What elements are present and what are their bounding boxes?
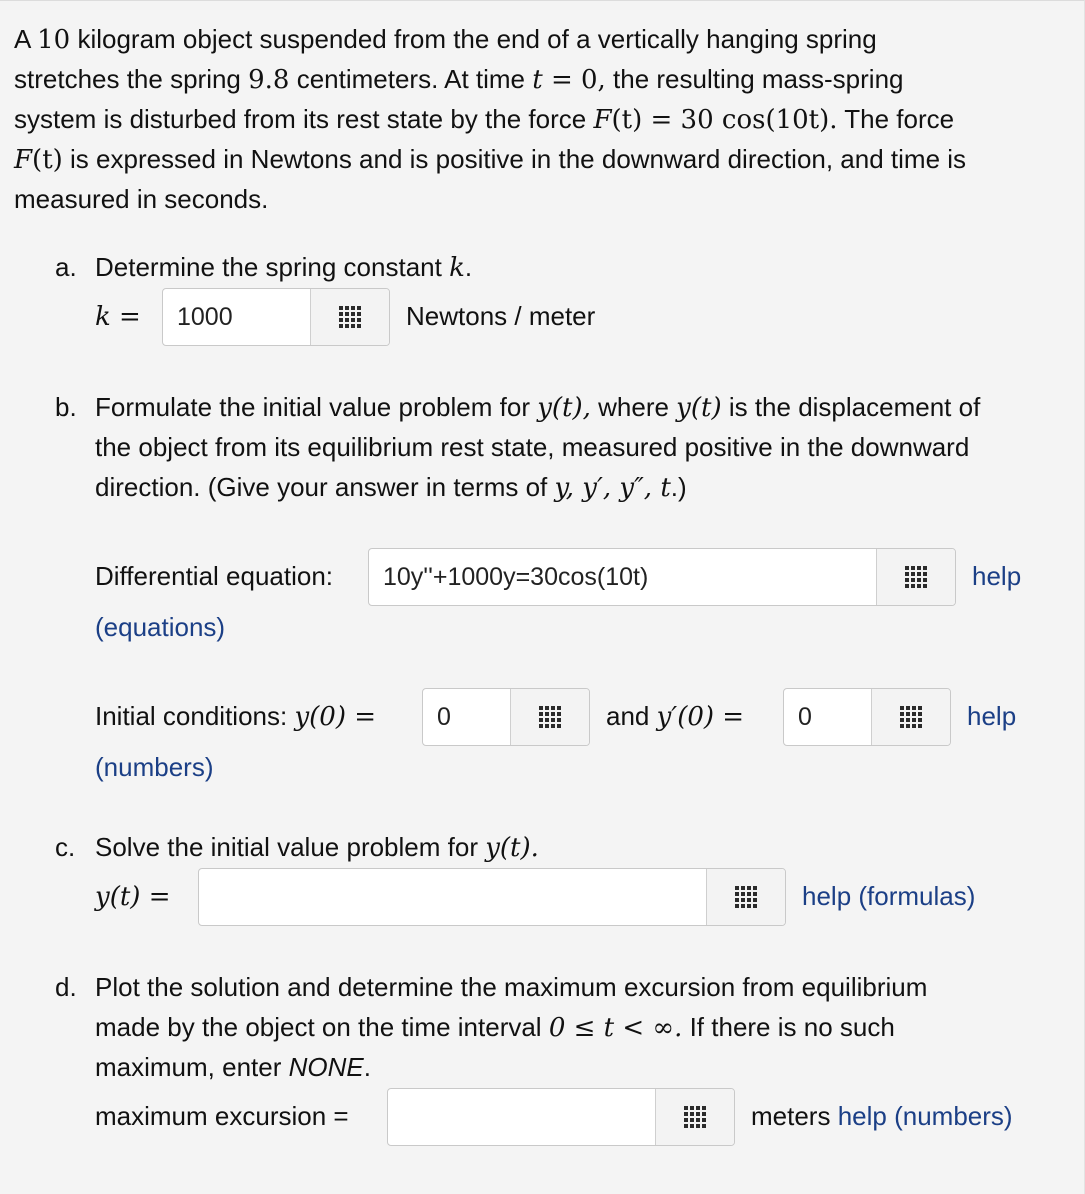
part-d-line-2: made by the object on the time interval 0 ≤ t < ∞. If there is no such [95, 1012, 895, 1043]
equation-editor-button[interactable] [310, 289, 389, 345]
ic-hint-link[interactable]: (numbers) [95, 752, 214, 782]
part-c-marker: c. [55, 832, 76, 862]
solution-input[interactable] [198, 868, 786, 926]
equation-editor-button[interactable] [706, 869, 785, 925]
part-d-marker: d. [55, 972, 77, 1002]
part-a-lhs: k = [95, 302, 141, 332]
numbers-help-link[interactable]: help (numbers) [837, 1101, 1013, 1131]
de-label: Differential equation: [95, 561, 334, 591]
problem-line-2: stretches the spring 9.8 centimeters. At time t = 0, the resulting mass-spring [14, 64, 904, 95]
initial-y-value: 0 [437, 702, 451, 731]
max-excursion-input[interactable] [387, 1088, 735, 1146]
formulas-help-link[interactable]: help (formulas) [802, 881, 976, 911]
differential-equation-value: 10y''+1000y=30cos(10t) [383, 562, 649, 591]
grid-icon [539, 706, 561, 728]
grid-icon [905, 566, 927, 588]
de-hint-link[interactable]: (equations) [95, 612, 226, 642]
part-d-line-1: Plot the solution and determine the maximum excursion from equilibrium [95, 972, 928, 1002]
grid-icon [339, 306, 361, 328]
equation-editor-button[interactable] [510, 689, 589, 745]
grid-icon [735, 886, 757, 908]
equation-editor-button[interactable] [655, 1089, 734, 1145]
initial-y-input[interactable] [422, 688, 590, 746]
ic-and-label: and y′(0) = [606, 701, 745, 732]
equation-editor-button[interactable] [871, 689, 950, 745]
initial-yprime-input[interactable] [783, 688, 951, 746]
differential-equation-input[interactable] [368, 548, 956, 606]
max-excursion-label: maximum excursion = [95, 1101, 349, 1131]
part-d-line-3: maximum, enter NONE. [95, 1052, 371, 1082]
grid-icon [900, 706, 922, 728]
part-c-question: Solve the initial value problem for y(t). [95, 832, 539, 863]
solution-lhs: y(t) = [95, 882, 171, 912]
initial-yprime-value: 0 [798, 702, 812, 731]
spring-constant-unit: Newtons / meter [406, 301, 596, 331]
spring-constant-input[interactable] [162, 288, 390, 346]
part-b-line-3: direction. (Give your answer in terms of y, y′, y″, t.) [95, 472, 687, 503]
ic-label: Initial conditions: y(0) = [95, 701, 377, 732]
part-a-marker: a. [55, 252, 77, 282]
problem-line-4: F(t) is expressed in Newtons and is positive in the downward direction, and time is [14, 144, 967, 175]
part-a-question: Determine the spring constant k. [95, 252, 473, 283]
problem-line-5: measured in seconds. [14, 184, 269, 214]
problem-line-3: system is disturbed from its rest state by the force F(t) = 30 cos(10t). The force [14, 104, 955, 135]
part-b-line-1: Formulate the initial value problem for y(t), where y(t) is the displacement of [95, 392, 981, 423]
part-b-marker: b. [55, 392, 77, 422]
de-help-link[interactable]: help [972, 561, 1022, 591]
ic-help-link[interactable]: help [967, 701, 1017, 731]
part-b-line-2: the object from its equilibrium rest state, measured positive in the downward [95, 432, 970, 462]
grid-icon [684, 1106, 706, 1128]
equation-editor-button[interactable] [876, 549, 955, 605]
spring-constant-value: 1000 [177, 302, 233, 331]
max-excursion-unit: meters [751, 1101, 831, 1131]
problem-line-1: A 10 kilogram object suspended from the end of a vertically hanging spring [14, 24, 877, 55]
max-excursion-unit-row [751, 1096, 1013, 1136]
